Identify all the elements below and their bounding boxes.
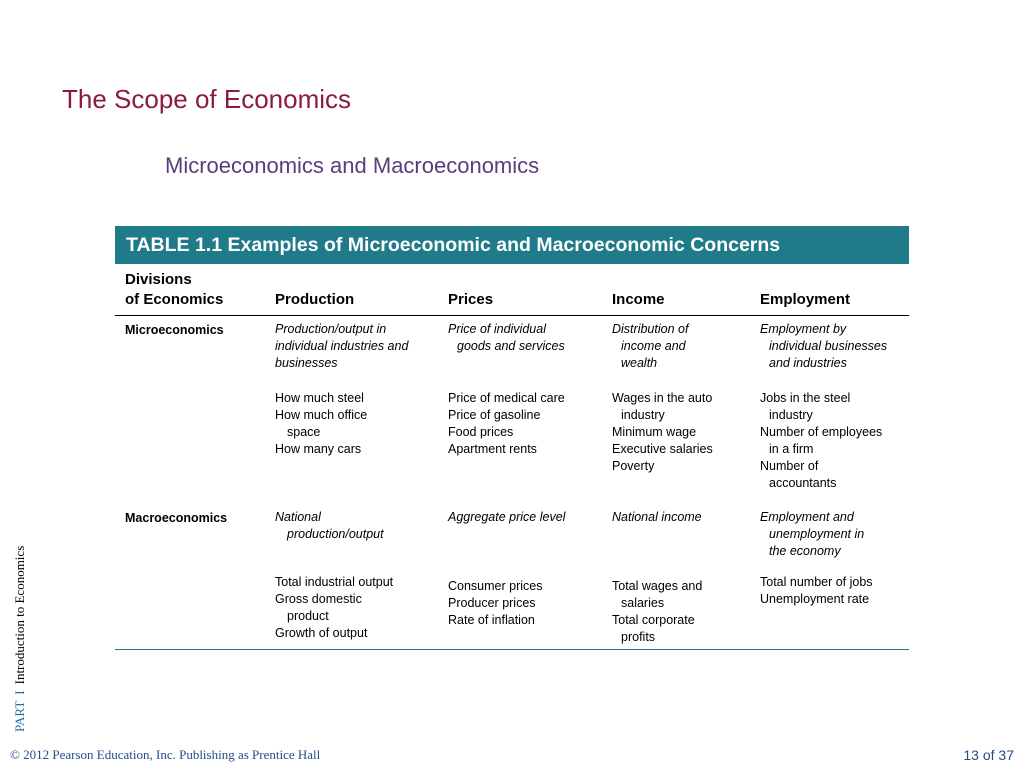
cell-line: National (275, 510, 321, 524)
cell-line: Number of employees (760, 425, 883, 439)
cell-line: Apartment rents (448, 442, 537, 456)
slide-title: The Scope of Economics (62, 84, 352, 114)
macro-income-examples (612, 578, 702, 646)
cell-line: Aggregate price level (448, 510, 566, 524)
cell-line: Poverty (612, 459, 655, 473)
cell-line: Minimum wage (612, 425, 697, 439)
cell-line: How much steel (275, 391, 364, 405)
part-word: PART (12, 700, 27, 732)
cell-line: Consumer prices (448, 579, 543, 593)
cell-line: businesses (275, 356, 338, 370)
row-label-macro: Macroeconomics (125, 511, 228, 525)
macro-prices-concept (448, 509, 565, 526)
cell-line: production/output (287, 527, 384, 541)
micro-income-concept (612, 321, 688, 372)
macro-prices-examples (448, 578, 542, 629)
header-divisions (125, 270, 223, 310)
cell-line: individual businesses (769, 339, 888, 353)
cell-line: goods and services (457, 339, 565, 353)
cell-line: Wages in the auto (612, 391, 713, 405)
cell-line: Price of gasoline (448, 408, 541, 422)
cell-line: Total industrial output (275, 575, 394, 589)
row-label-micro: Microeconomics (125, 323, 224, 337)
cell-line: How much office (275, 408, 368, 422)
cell-line: Production/output in (275, 322, 387, 336)
cell-line: profits (621, 630, 656, 644)
micro-employment-examples (760, 390, 882, 492)
micro-production-examples (275, 390, 367, 458)
macro-production-concept (275, 509, 384, 543)
header-divisions-line1: Divisions (125, 271, 192, 288)
table-header-row (115, 264, 909, 316)
cell-line: product (287, 609, 329, 623)
macro-production-examples (275, 574, 393, 642)
cell-line: Total wages and (612, 579, 703, 593)
macro-employment-concept (760, 509, 864, 560)
cell-line: Rate of inflation (448, 613, 535, 627)
cell-line: accountants (769, 476, 837, 490)
cell-line: Distribution of (612, 322, 689, 336)
cell-line: Price of medical care (448, 391, 565, 405)
cell-line: Number of (760, 459, 819, 473)
cell-line: Employment and (760, 510, 854, 524)
micro-employment-concept (760, 321, 887, 372)
part-side-label (12, 546, 28, 732)
cell-line: Price of individual (448, 322, 546, 336)
cell-line: space (287, 425, 321, 439)
header-production: Production (275, 291, 355, 308)
table-body (115, 316, 909, 650)
cell-line: Employment by (760, 322, 847, 336)
micro-production-concept (275, 321, 408, 372)
header-income: Income (612, 291, 665, 308)
cell-line: Food prices (448, 425, 514, 439)
header-prices: Prices (448, 291, 494, 308)
cell-line: Unemployment rate (760, 592, 870, 606)
cell-line: National income (612, 510, 702, 524)
cell-line: the economy (769, 544, 841, 558)
cell-line: industry (769, 408, 813, 422)
cell-line: Growth of output (275, 626, 368, 640)
table-caption: TABLE 1.1 Examples of Microeconomic and Macroeconomic Concerns (115, 226, 909, 264)
cell-line: unemployment in (769, 527, 865, 541)
cell-line: individual industries and (275, 339, 409, 353)
micro-prices-examples (448, 390, 565, 458)
cell-line: Executive salaries (612, 442, 713, 456)
footer-copyright: © 2012 Pearson Education, Inc. Publishing as Prentice Hall (10, 747, 321, 762)
cell-line: salaries (621, 596, 665, 610)
footer-page-number: 13 of 37 (963, 747, 1014, 763)
header-employment: Employment (760, 291, 851, 308)
header-divisions-line2: of Economics (125, 291, 224, 308)
cell-line: wealth (621, 356, 658, 370)
cell-line: income and (621, 339, 686, 353)
macro-income-concept (612, 509, 702, 526)
micro-income-examples (612, 390, 713, 475)
cell-line: industry (621, 408, 665, 422)
cell-line: in a firm (769, 442, 814, 456)
slide-subtitle: Microeconomics and Macroeconomics (165, 153, 540, 178)
cell-line: and industries (769, 356, 847, 370)
cell-line: Jobs in the steel (760, 391, 851, 405)
cell-line: How many cars (275, 442, 362, 456)
cell-line: Gross domestic (275, 592, 362, 606)
economics-table (115, 226, 909, 650)
cell-line: Total corporate (612, 613, 695, 627)
part-title: Introduction to Economics (12, 545, 27, 685)
part-number: I (12, 690, 27, 695)
cell-line: Producer prices (448, 596, 536, 610)
cell-line: Total number of jobs (760, 575, 873, 589)
macro-employment-examples (760, 574, 873, 608)
micro-prices-concept (448, 321, 565, 355)
